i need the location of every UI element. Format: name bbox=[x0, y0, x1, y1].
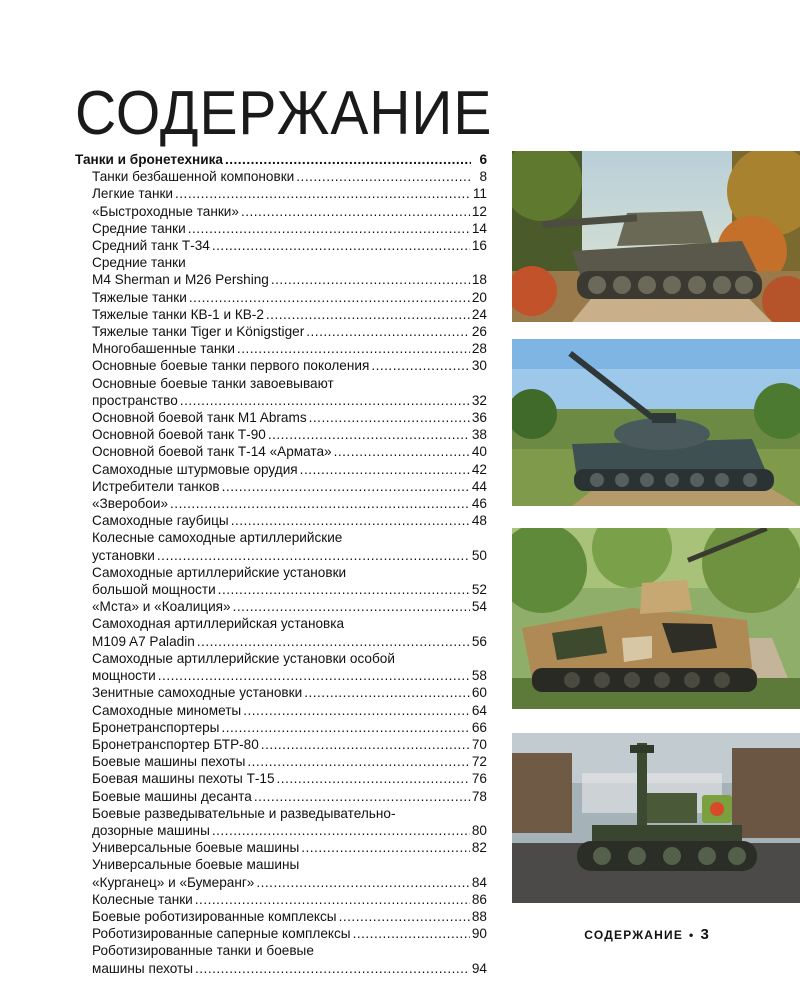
toc-entry-label: установки bbox=[92, 547, 155, 563]
toc-entry[interactable] bbox=[75, 512, 487, 529]
toc-entry[interactable] bbox=[75, 185, 487, 202]
toc-dot-leader bbox=[256, 874, 470, 891]
toc-entry-label: Средние танки bbox=[92, 220, 186, 236]
toc-entry-label: «Быстроходные танки» bbox=[92, 203, 239, 219]
toc-page-number: 56 bbox=[471, 633, 487, 649]
toc-page-number: 8 bbox=[479, 169, 487, 185]
toc-entry[interactable] bbox=[75, 788, 487, 805]
toc-entry[interactable] bbox=[75, 409, 487, 426]
toc-dot-leader bbox=[300, 461, 470, 478]
toc-page-number: 11 bbox=[472, 186, 487, 202]
toc-page-number: 80 bbox=[471, 822, 487, 838]
toc-dot-leader bbox=[180, 392, 470, 409]
toc-entry-label: большой мощности bbox=[92, 582, 216, 598]
toc-page-number: 90 bbox=[471, 926, 487, 942]
toc-page-number: 76 bbox=[471, 771, 487, 787]
toc-section-heading[interactable] bbox=[75, 151, 487, 168]
toc-dot-leader bbox=[296, 168, 471, 185]
toc-page-number: 70 bbox=[471, 736, 487, 752]
toc-entry[interactable] bbox=[75, 237, 487, 254]
toc-dot-leader bbox=[170, 495, 470, 512]
ifv-photo-camouflage bbox=[512, 528, 800, 709]
toc-entry-label: Основной боевой танк Т-90 bbox=[92, 427, 266, 443]
toc-entry[interactable] bbox=[75, 874, 487, 891]
toc-entry[interactable] bbox=[75, 770, 487, 787]
toc-entry-label: Средний танк Т-34 bbox=[92, 238, 210, 254]
toc-entry-label: Колесные танки bbox=[92, 891, 193, 907]
toc-dot-leader bbox=[212, 237, 470, 254]
toc-entry[interactable] bbox=[75, 168, 487, 185]
toc-page-number: 82 bbox=[471, 840, 487, 856]
toc-page-number: 54 bbox=[471, 599, 487, 615]
toc-entry[interactable] bbox=[75, 323, 487, 340]
toc-dot-leader bbox=[306, 323, 470, 340]
toc-page-number: 20 bbox=[471, 289, 487, 305]
toc-entry-label: «Курганец» и «Бумеранг» bbox=[92, 874, 255, 890]
toc-dot-leader bbox=[233, 598, 470, 615]
toc-page-number: 78 bbox=[471, 788, 487, 804]
toc-page-number: 72 bbox=[471, 754, 487, 770]
toc-entry-label: Боевые машины десанта bbox=[92, 788, 252, 804]
toc-page-number: 42 bbox=[471, 461, 487, 477]
toc-dot-leader bbox=[243, 702, 470, 719]
toc-entry-label: Боевые роботизированные комплексы bbox=[92, 908, 337, 924]
toc-dot-leader bbox=[195, 960, 470, 977]
toc-entry-label: Тяжелые танки bbox=[92, 289, 187, 305]
toc-entry[interactable] bbox=[75, 392, 487, 409]
toc-entry[interactable] bbox=[75, 443, 487, 460]
toc-page-number: 32 bbox=[471, 392, 487, 408]
toc-entry[interactable] bbox=[75, 340, 487, 357]
toc-entry-label: мощности bbox=[92, 668, 156, 684]
toc-page-number: 26 bbox=[471, 324, 487, 340]
footer-section-label: СОДЕРЖАНИЕ bbox=[584, 928, 684, 942]
toc-entry-label: Универсальные боевые машины bbox=[92, 840, 300, 856]
toc-entry[interactable] bbox=[75, 822, 487, 839]
toc-dot-leader bbox=[309, 409, 470, 426]
toc-entry[interactable] bbox=[75, 547, 487, 564]
toc-page-number: 64 bbox=[471, 702, 487, 718]
toc-entry[interactable] bbox=[75, 598, 487, 615]
toc-entry-title-line: Универсальные боевые машины bbox=[92, 857, 300, 873]
toc-entry-label: Самоходные гаубицы bbox=[92, 513, 229, 529]
toc-entry[interactable] bbox=[75, 633, 487, 650]
toc-dot-leader bbox=[157, 547, 470, 564]
toc-entry[interactable] bbox=[75, 581, 487, 598]
toc-entry-label: Многобашенные танки bbox=[92, 341, 235, 357]
toc-entry[interactable] bbox=[75, 839, 487, 856]
toc-entry[interactable] bbox=[75, 891, 487, 908]
toc-entry[interactable] bbox=[75, 753, 487, 770]
toc-entry-label: дозорные машины bbox=[92, 822, 210, 838]
toc-dot-leader bbox=[197, 633, 470, 650]
toc-entry-label: Самоходные минометы bbox=[92, 702, 242, 718]
toc-dot-leader bbox=[266, 306, 470, 323]
toc-dot-leader bbox=[277, 770, 470, 787]
toc-entry-title-line: Самоходные артиллерийские установки особой bbox=[92, 650, 395, 666]
toc-dot-leader bbox=[231, 512, 470, 529]
toc-page-number: 38 bbox=[471, 427, 487, 443]
table-of-contents bbox=[75, 151, 487, 977]
page-number: 3 bbox=[700, 926, 710, 943]
toc-entry-label: Истребители танков bbox=[92, 478, 220, 494]
toc-entry[interactable] bbox=[75, 289, 487, 306]
toc-entry-label: M109 A7 Paladin bbox=[92, 633, 195, 649]
toc-page-number: 28 bbox=[471, 341, 487, 357]
toc-dot-leader bbox=[237, 340, 470, 357]
toc-dot-leader bbox=[268, 426, 470, 443]
toc-page-number: 86 bbox=[471, 891, 487, 907]
toc-dot-leader bbox=[261, 736, 470, 753]
toc-dot-leader bbox=[301, 839, 470, 856]
toc-entry[interactable] bbox=[75, 702, 487, 719]
toc-dot-leader bbox=[189, 289, 470, 306]
toc-entry-title-line: Колесные самоходные артиллерийские bbox=[92, 530, 343, 546]
toc-dot-leader bbox=[158, 667, 470, 684]
toc-page-number: 58 bbox=[471, 668, 487, 684]
toc-page-number: 16 bbox=[471, 238, 487, 254]
toc-page-number: 48 bbox=[471, 513, 487, 529]
toc-page-number: 84 bbox=[471, 874, 487, 890]
toc-entry-label: Танки безбашенной компоновки bbox=[92, 169, 295, 185]
toc-entry[interactable] bbox=[75, 495, 487, 512]
toc-dot-leader bbox=[247, 753, 470, 770]
page-title: СОДЕРЖАНИЕ bbox=[75, 79, 493, 148]
toc-dot-leader bbox=[339, 908, 470, 925]
toc-page-number: 30 bbox=[471, 358, 487, 374]
toc-page-number: 50 bbox=[471, 547, 487, 563]
toc-page-number: 94 bbox=[471, 960, 487, 976]
toc-dot-leader bbox=[212, 822, 470, 839]
toc-dot-leader bbox=[188, 220, 470, 237]
toc-page-number: 60 bbox=[471, 685, 487, 701]
toc-entry-label: Основные боевые танки первого поколения bbox=[92, 358, 370, 374]
robot-photo-indoor bbox=[512, 733, 800, 903]
footer-bullet: • bbox=[689, 928, 695, 942]
toc-entry[interactable] bbox=[75, 426, 487, 443]
toc-entry[interactable] bbox=[75, 271, 487, 288]
toc-entry[interactable] bbox=[75, 461, 487, 478]
toc-entry-label: Бронетранспортеры bbox=[92, 719, 220, 735]
toc-entry[interactable] bbox=[75, 925, 487, 942]
toc-dot-leader bbox=[222, 478, 470, 495]
toc-entry-label: Легкие танки bbox=[92, 186, 173, 202]
toc-page-number: 18 bbox=[471, 272, 487, 288]
page-footer bbox=[584, 926, 710, 943]
toc-dot-leader bbox=[225, 151, 471, 168]
toc-entry-label: Роботизированные саперные комплексы bbox=[92, 926, 351, 942]
toc-dot-leader bbox=[271, 271, 470, 288]
toc-entry-label: «Зверобои» bbox=[92, 496, 169, 512]
toc-entry-label: Основной боевой танк Т-14 «Армата» bbox=[92, 444, 332, 460]
toc-entry-label: Тяжелые танки Tiger и Königstiger bbox=[92, 324, 305, 340]
toc-dot-leader bbox=[371, 357, 470, 374]
toc-entry[interactable] bbox=[75, 719, 487, 736]
toc-entry-label: Боевые машины пехоты bbox=[92, 754, 246, 770]
toc-dot-leader bbox=[218, 581, 470, 598]
toc-entry-label: «Мста» и «Коалиция» bbox=[92, 599, 231, 615]
toc-entry-label: Боевая машины пехоты Т-15 bbox=[92, 771, 275, 787]
toc-entry-title-line: Самоходная артиллерийская установка bbox=[92, 616, 345, 632]
toc-dot-leader bbox=[254, 788, 470, 805]
toc-page-number: 46 bbox=[471, 496, 487, 512]
toc-page-number: 44 bbox=[471, 478, 487, 494]
toc-entry[interactable] bbox=[75, 908, 487, 925]
toc-dot-leader bbox=[221, 719, 469, 736]
toc-entry-label: Танки и бронетехника bbox=[75, 152, 223, 167]
toc-entry-label: M4 Sherman и M26 Pershing bbox=[92, 272, 269, 288]
toc-entry[interactable] bbox=[75, 220, 487, 237]
toc-dot-leader bbox=[175, 185, 471, 202]
toc-dot-leader bbox=[304, 684, 470, 701]
toc-entry-label: Основной боевой танк M1 Abrams bbox=[92, 410, 307, 426]
toc-entry[interactable] bbox=[75, 736, 487, 753]
toc-entry-label: пространство bbox=[92, 392, 178, 408]
toc-entry-label: Тяжелые танки КВ-1 и КВ-2 bbox=[92, 306, 264, 322]
toc-dot-leader bbox=[334, 443, 470, 460]
toc-dot-leader bbox=[195, 891, 470, 908]
toc-entry-title-line: Самоходные артиллерийские установки bbox=[92, 564, 347, 580]
toc-entry-label: машины пехоты bbox=[92, 960, 193, 976]
toc-page-number: 14 bbox=[471, 220, 487, 236]
toc-dot-leader bbox=[241, 203, 470, 220]
toc-entry[interactable] bbox=[75, 203, 487, 220]
toc-page-number: 36 bbox=[471, 410, 487, 426]
toc-page-number: 24 bbox=[471, 306, 487, 322]
toc-entry-title-line: Боевые разведывательные и разведывательно- bbox=[92, 805, 396, 821]
toc-entry[interactable] bbox=[75, 357, 487, 374]
toc-entry-label: Самоходные штурмовые орудия bbox=[92, 461, 298, 477]
toc-entry[interactable] bbox=[75, 667, 487, 684]
toc-entry[interactable] bbox=[75, 306, 487, 323]
toc-page-number: 12 bbox=[471, 203, 487, 219]
toc-entry[interactable] bbox=[75, 960, 487, 977]
toc-page-number: 40 bbox=[471, 444, 487, 460]
toc-page-number: 88 bbox=[471, 908, 487, 924]
toc-entry[interactable] bbox=[75, 478, 487, 495]
toc-entry-label: Зенитные самоходные установки bbox=[92, 685, 303, 701]
toc-page-number: 52 bbox=[471, 582, 487, 598]
tank-photo-forest bbox=[512, 151, 800, 322]
toc-entry-title-line: Средние танки bbox=[92, 255, 186, 271]
toc-entry-title-line: Роботизированные танки и боевые bbox=[92, 943, 314, 959]
toc-page-number: 66 bbox=[471, 719, 487, 735]
toc-entry-title-line: Основные боевые танки завоевывают bbox=[92, 375, 334, 391]
tank-photo-road bbox=[512, 339, 800, 506]
toc-dot-leader bbox=[353, 925, 470, 942]
toc-page-number: 6 bbox=[479, 152, 487, 167]
toc-entry[interactable] bbox=[75, 684, 487, 701]
toc-entry-label: Бронетранспортер БТР-80 bbox=[92, 736, 259, 752]
